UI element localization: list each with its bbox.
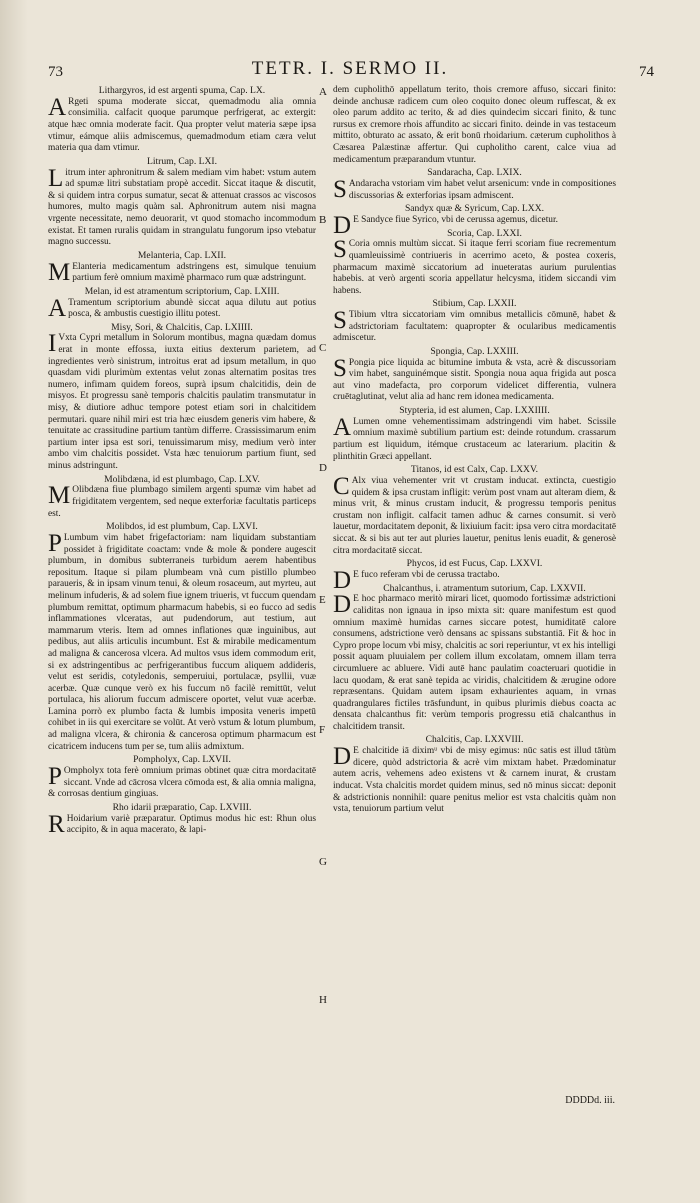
chapter-block — [333, 734, 616, 815]
signature-mark: DDDDd. iii. — [565, 1095, 615, 1106]
chapter-block — [48, 754, 316, 801]
chapter-block — [333, 167, 616, 202]
chapter-title: Spongia, Cap. LXXIII. — [430, 345, 519, 357]
chapter-title: Pompholyx, Cap. LXVII. — [133, 754, 231, 766]
chapter-title: Stypteria, id est alumen, Cap. LXXIIII. — [399, 405, 550, 417]
chapter-block — [48, 474, 316, 521]
chapter-title: Chalcanthus, i. atramentum sutorium, Cap. LXXVII. — [383, 582, 586, 594]
chapter-block — [333, 85, 616, 166]
chapter-body: PLumbum vim habet frigefactoriam: nam liquidam substantiam possidet à frigiditate coactam: vnde & mole & pondere augescit plumbum, in domibus subterraneis turbidum aerem habentibus repositum. Itaque si pilam plumbeam vnà cum pistillo plumbeo paraueris, & in ipsam vinum tenui, & oleum rosaceum, aut myrteu, aut melinum infuderis, & ad solem fiue ignem triueris, vt fuccum quendam plumbum remittat, optimum pharmacum habebis, si eo fucco ad sedis inflammationes vlceratas, aut pudendorum, aut testium, aut mammarum vteris. Item ad omnes inflationes quæ inguinibus, aut pedibus, aut aliis articulis incumbunt. Est & mirabile medicamentum ad maligna & cancerosa vlcera. Ad multos vsus idem commodum erit, si ex adstringentibus ac perfrigerantibus fuccum aliquem addideris, velut est seridis, cotyledonis, semperuiui, portulacæ, psyllii, vuæ acerbæ. Quæ cunque verò ex his fuccum nō facilè remittūt, velut portulaca, his aliorum fuccum admiscere oportet, velut vuæ acerbæ. Lamina porrò ex plumbo facta & lumbis imposita veneris impetū cohibet in iis qui exercitare se volūt. At verò vstum & lotum plumbum, ad maligna vlcera, & chironia & cancerosa optimum pharmacum est cicatricem inducens tum per se, tum aliis admixtum. — [48, 529, 316, 752]
chapter-title: Sandyx quæ & Syricum, Cap. LXX. — [404, 203, 545, 215]
margin-section-letters — [316, 84, 333, 1084]
chapter-title: Lithargyros, id est argenti spuma, Cap. LX. — [98, 85, 266, 96]
chapter-body: MOlibdæna fiue plumbago similem argenti spumæ vim habet ad frigiditatem vergentem, sed neque exterforiæ facultatis particeps est. — [48, 482, 316, 519]
chapter-title: Melanteria, Cap. LXII. — [137, 249, 227, 261]
margin-letter: A — [319, 86, 327, 98]
running-title: TETR. I. SERMO II. — [251, 58, 449, 79]
chapter-title: Misy, Sori, & Chalcitis, Cap. LXIIII. — [111, 321, 253, 333]
chapter-body: STibium vltra siccatoriam vim omnibus metallicis cōmunē, habet & adstrictoriam facultatem: quapropter & ocularibus medicamentis admiscetur. — [333, 307, 616, 344]
margin-letter: H — [319, 994, 327, 1006]
chapter-title: Titanos, id est Calx, Cap. LXXV. — [410, 464, 539, 476]
chapter-body: MElanteria medicamentum adstringens est, simulque tenuium partium ferè omnium maximè pharmaco rum quæ adstringunt. — [48, 258, 316, 286]
chapter-body: CAlx viua vehementer vrit vt crustam inducat. extincta, cuestigio quidem & ipsa crustam infligit: verùm post vnam aut alteram diem, & minus vrit, & minus crustam inducit, & progressu temporis penitus crustam non infligit. calfacit tamen adhuc & carnes consumit. si verò lauetur, mordacitatem deponit, & lixiuium facit: ipsa vero citra mordacitatē siccat. & si bis aut ter aut pluries lauetur, penitus lenis euadit, & generosè citra mordacitatē siccat. — [333, 473, 616, 556]
chapter-body: ARgeti spuma moderate siccat, quemadmodu alia omnia consimilia. calfacit quoque parumque perfrigerat, ac extergit: atque hæc omnia moderate facit. Qua propter velut materia sæpe ipsa vtimur, eámque aliis admiscemus, quemadmodum etiam cæra velut materia qua dam vtimur. — [48, 93, 316, 154]
chapter-title: Sandaracha, Cap. LXIX. — [427, 167, 522, 179]
chapter-title: Melan, id est atramentum scriptorium, Cap. LXIII. — [84, 285, 280, 297]
margin-letter: C — [319, 342, 327, 354]
chapter-body: Litrum inter aphronitrum & salem mediam vim habet: vstum autem ad spumæ litri substatiam propè accedit. Siccat itaque & discutit, & si quidem intra corpus sumatur, secat & attenuat crassos ac viscosos humores, multo magis quàm sal. Aphronitrum autem nisi magna vrgente necessitate, nemo deuorarit, vt quod stomacho incommodum existat. Et tamen ruralis quidam in strangulatu fungorum ipso vtebatur magno successu. — [48, 164, 316, 248]
chapter-block — [333, 583, 616, 734]
margin-letter: F — [319, 724, 326, 736]
page-header — [42, 58, 658, 84]
chapter-body: SCoria omnis multùm siccat. Si itaque ferri scoriam fiue recrementum quamleuissimè contriueris in acerrimo aceto, & postea coxeris, pharmacum maximè siccatorium ad inueteratas aurium purulentias habebis. at verò argenti scoria appellatur helcysma, itidem siccandi vim habens. — [333, 236, 616, 296]
chapter-block — [333, 298, 616, 345]
chapter-block — [48, 322, 316, 473]
chapter-title: Phycos, id est Fucus, Cap. LXXVI. — [406, 558, 543, 570]
chapter-block — [48, 286, 316, 321]
left-text-column — [48, 84, 316, 1104]
chapter-block — [48, 85, 316, 155]
chapter-title: Molibdos, id est plumbum, Cap. LXVI. — [106, 521, 258, 533]
chapter-title: Litrum, Cap. LXI. — [146, 155, 218, 167]
chapter-title: Rho idarii præparatio, Cap. LXVIII. — [112, 801, 252, 813]
chapter-block — [333, 464, 616, 557]
page-gutter-shadow — [0, 0, 28, 1203]
right-page-number: 74 — [639, 64, 654, 80]
chapter-block — [48, 521, 316, 753]
chapter-body: POmpholyx tota ferè omnium primas obtinet quæ citra mordacitatē siccant. Vnde ad cācrosa vlcera cōmoda est, & alia omnia maligna, & corrosas dentium gingiuas. — [48, 763, 316, 800]
margin-letter: B — [319, 214, 327, 226]
chapter-body: SPongia pice liquida ac bitumine imbuta & vsta, acrè & discussoriam vim habet, sanguinémque sistit. Spongia noua aqua frigida aut posca aut vino madefacta, pro corporum videlicet differentia, vulnera cruētaglutinat, velut alia ad hanc rem idonea medicamenta. — [333, 354, 616, 403]
chapter-body: DE chalcitide iā diximᵘ vbi de misy egimus: nūc satis est illud tātùm dicere, quòd adstrictoria & acrè vim mixtam habet. Prædominatur autem acris, vehemens adeo existens vt & carnem inurat, & crustam inducat. Vsta chalcitis mordet quidem minus, sed nō minus siccat: deponit & adstrictionis nonnihil: quare penitus melior est vsta chalcitis quàm non vsta, tenuiorum partium velut — [333, 743, 616, 815]
chapter-block — [48, 156, 316, 249]
right-text-column — [333, 84, 616, 1094]
margin-letter: E — [319, 594, 326, 606]
chapter-title: Scoria, Cap. LXXI. — [447, 227, 522, 239]
chapter-block — [333, 346, 616, 404]
chapter-title: Stibium, Cap. LXXII. — [432, 298, 517, 310]
chapter-body: SAndaracha vstoriam vim habet velut arsenicum: vnde in compositiones discussorias & exterforias ipsam admiscent. — [333, 175, 616, 203]
chapter-body: DE hoc pharmaco meritò mirari licet, quomodo fortissimæ adstrictioni caliditas non ignaua in ipso mixta sit: quare manifestum est quod omnium maximè humidas carnes siccare potest, humiditatē calore consumens, adstrictione verò densans ac spissans substantiā. Fit & hoc in Cypro prope locum vbi misy, chalcitis ac sori reperiuntur, vt ex his intelligi possit aquam pluuialem per collem illum excolatam, omnem illam terra circumluere ac abluere. Vidi autē hanc paulatim coacteruari quotidie in lacu quodam, & erat sanè tepida ac viridis, chalcitidem & ærugine odore repræsentans. Quidam autem ipsam exhaurientes aquam, in vrnas quadrangulares fictiles trāsfundunt, in quibus plurimis diebus coacta ac densata chalcanthus fit: verùm temporis progressu etiā chalcanthus in chalcitidem transit. — [333, 591, 616, 732]
chapter-body: IVxta Cypri metallum in Solorum montibus, magna quædam domus erat in monte effossa, iuxta eitius dexterum parietem, ad ingredientes verò sinistrum, introitus erat ad ipsum metallum, in quo quasdam vidi plurimùm extentas velut zonas alternatim positas tres numero, infimam quidem foreos, suprà ipsum chalcitidis, dein de misyos. Et progressu sanè temporis chalcitis paulatim transmutatur in misy, & diutiore adhuc tempore potest etiam sori in chalcitidem permutari. quare nihil miri est tria hæc eiusdem generis vim habere, & tenuitate ac crassitudine partium tantùm differre. Crassissimarum enim partium inter ipsa est sori, tenuissimarum misy, medium verò inter ambo vim chalcitis possidet. Vsta hæc tenuiorum partium fiunt, sed minus adstringunt. — [48, 330, 316, 472]
chapter-block — [48, 250, 316, 285]
chapter-block — [48, 802, 316, 837]
margin-letter: D — [319, 462, 327, 474]
chapter-body: DE fuco referam vbi de cerussa tractabo. — [333, 566, 500, 594]
chapter-body: dem cupholithō appellatum terito, thois cremore affuso, siccari finito: deinde anchusæ radicem cum oleo coquito donec oleum ruffescat, & ex oleo parum addito ac terito, & ad dies quindecim siccari finito, & tunc rursus ex cremore rhois affundito ac siccari finito. deinde in vas testaceum mittito, obturato ac assato, & erit bonū rhoidarium. cæterum cupholithos à Cæsarea Palæstinæ affertur. Qui cupholitho carent, calce viua ad medicamentum præparandum vtuntur. — [333, 85, 616, 165]
chapter-title: Chalcitis, Cap. LXXVIII. — [425, 734, 524, 746]
chapter-body: DE Sandyce fiue Syrico, vbi de cerussa agemus, dicetur. — [333, 211, 558, 239]
chapter-body: RHoidarium variè præparatur. Optimus modus hic est: Rhun olus accipito, & in aqua macerato, & lapi- — [48, 810, 316, 838]
margin-letter: G — [319, 856, 327, 868]
chapter-title: Molibdæna, id est plumbago, Cap. LXV. — [104, 473, 260, 485]
chapter-block — [333, 405, 616, 463]
chapter-block — [333, 228, 616, 298]
chapter-body: ALumen omne vehementissimam adstringendi vim habet. Scissile omnium maximè subtilium partium est: deinde rotundum. crassarum partium est liquidum, itémque crustaceum ac laterarium. placitin & plinthitin Græci appellant. — [333, 413, 616, 462]
left-page-number: 73 — [48, 64, 63, 80]
chapter-body: ATramentum scriptorium abundè siccat aqua dilutu aut potius posca, & ambustis cuestigio illitu potest. — [48, 294, 316, 322]
